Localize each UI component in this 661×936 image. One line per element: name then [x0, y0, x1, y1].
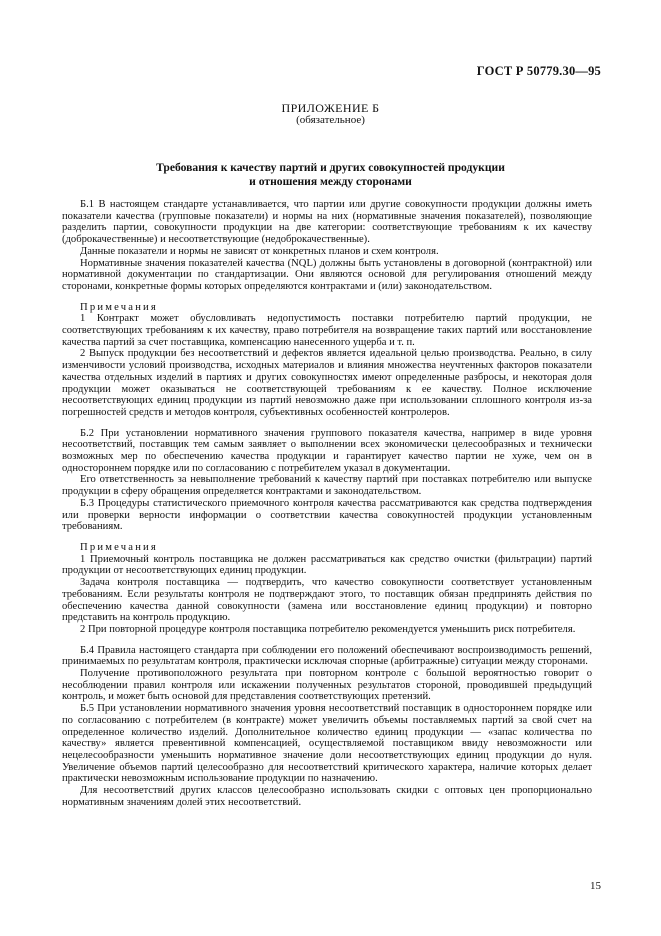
annex-title: ПРИЛОЖЕНИЕ Б	[281, 101, 380, 115]
annex-subtitle: (обязательное)	[296, 114, 365, 126]
notes-heading-1: Примечания	[80, 301, 158, 313]
paragraph-b1: Б.1 В настоящем стандарте устанавливается, что партии или другие совокупности продукции должны иметь показатели качества (групповые показатели) и нормы на них (нормативные значения показателей), позволяющие разделить партии, совокупности продукции на две категории: соответствующие требованиям к их качеству (доброкачественные) и несоответствующие (недоброкачественные).	[62, 199, 592, 246]
paragraph-b5-other: Для несоответствий других классов целесообразно использовать скидки с оптовых цен пропорционально нормативным значениям долей этих несоответствий.	[62, 785, 592, 808]
notes-heading-2: Примечания	[80, 541, 158, 553]
page-number: 15	[590, 880, 601, 892]
paragraph-b2-responsibility: Его ответственность за невыполнение требований к качеству партий при поставках потребителю или выпуске продукции в сферу обращения определяется контрактами и законодательством.	[62, 474, 592, 498]
standard-code: ГОСТ Р 50779.30—95	[476, 64, 601, 78]
section-title	[0, 161, 661, 188]
document-body	[62, 199, 592, 808]
section-title-line-1: Требования к качеству партий и других совокупностей продукции	[156, 161, 505, 174]
paragraph-b1-data: Данные показатели и нормы не зависят от конкретных планов и схем контроля.	[80, 245, 439, 257]
section-title-line-2: и отношения между сторонами	[249, 174, 412, 188]
paragraph-b4: Б.4 Правила настоящего стандарта при соблюдении его положений обеспечивают воспроизводимость решений, принимаемых по результатам контроля, практически исключая спорные (арбитражные) ситуации между сторонами.	[62, 644, 592, 668]
paragraph-b1-nql: Нормативные значения показателей качества (NQL) должны быть установлены в договорной (контрактной) или нормативной документации по стандартизации. Они являются основой для регулирования отношений между сторонами, конкретные формы которых определяются контрактами и (или) законодательством.	[62, 257, 592, 292]
note-1-2: 2 Выпуск продукции без несоответствий и дефектов является идеальной целью производства. Реально, в силу изменчивости условий производства, исходных материалов и влияния множества неучтенных факторов показатели качества отдельных изделий в партиях и других совокупностях имеют определенные разбросы, и некоторая доля продукции может оказываться не соответствующей требованиям к ее качеству. Полное исключение несоответствующих единиц продукции из партий невозможно даже при использовании сплошного контроля из-за погрешностей средств и методов контроля, субъективных особенностей контролеров.	[62, 348, 592, 418]
paragraph-b4-opposite: Получение противоположного результата при повторном контроле с большой вероятностью говорит о несоблюдении правил контроля или искажении полученных результатов стороной, проводившей предыдущий контроль, и может быть основой для представления соответствующих претензий.	[62, 668, 592, 703]
paragraph-b2: Б.2 При установлении нормативного значения группового показателя качества, например в виде уровня несоответствий, поставщик тем самым заявляет о выполнении всех экономически целесообразных и технически возможных мер по обеспечению качества продукции и гарантирует качество партии не хуже, чем он в одностороннем порядке или по согласованию с потребителем указал в документации.	[62, 427, 592, 474]
note-1-1: 1 Контракт может обусловливать недопустимость поставки потребителю партий продукции, не соответствующих требованиям к их качеству, право потребителя на возвращение таких партий или восстановление качества партий за счет поставщика, компенсацию нанесенного ущерба и т. п.	[62, 313, 592, 348]
paragraph-b3: Б.3 Процедуры статистического приемочного контроля качества рассматриваются как средства подтверждения или проверки верности информации о соответствии качества совокупностей продукции установленным требованиям.	[62, 497, 592, 533]
note-2-1: 1 Приемочный контроль поставщика не должен рассматриваться как средство очистки (фильтрации) партий продукции от несоответствующих единиц продукции.	[62, 553, 592, 577]
note-2-task: Задача контроля поставщика — подтвердить, что качество совокупности соответствует установленным требованиям. Если результаты контроля не подтверждают этого, то поставщик обязан предпринять действия по обеспечению качества данной совокупности (замена или восстановление единиц продукции) и повторно представить на контроль продукцию.	[62, 577, 592, 624]
paragraph-b5: Б.5 При установлении нормативного значения уровня несоответствий поставщик в одностороннем порядке или по согласованию с потребителем (в контракте) может увеличить объемы поставляемых партий за свой счет на определенное количество изделий. Дополнительное количество единиц продукции — «запас количества по качеству» является превентивной компенсацией, осуществляемой поставщиком ввиду невозможности или нецелесообразности уменьшить нормативное значение доли несоответствующих единиц продукции до нуля. Увеличение объемов партий целесообразно для несоответствий критического характера, наличие которых делает практически невозможным использование продукции по назначению.	[62, 703, 592, 785]
note-2-2: 2 При повторной процедуре контроля поставщика потребителю рекомендуется уменьшить риск потребителя.	[80, 623, 576, 635]
